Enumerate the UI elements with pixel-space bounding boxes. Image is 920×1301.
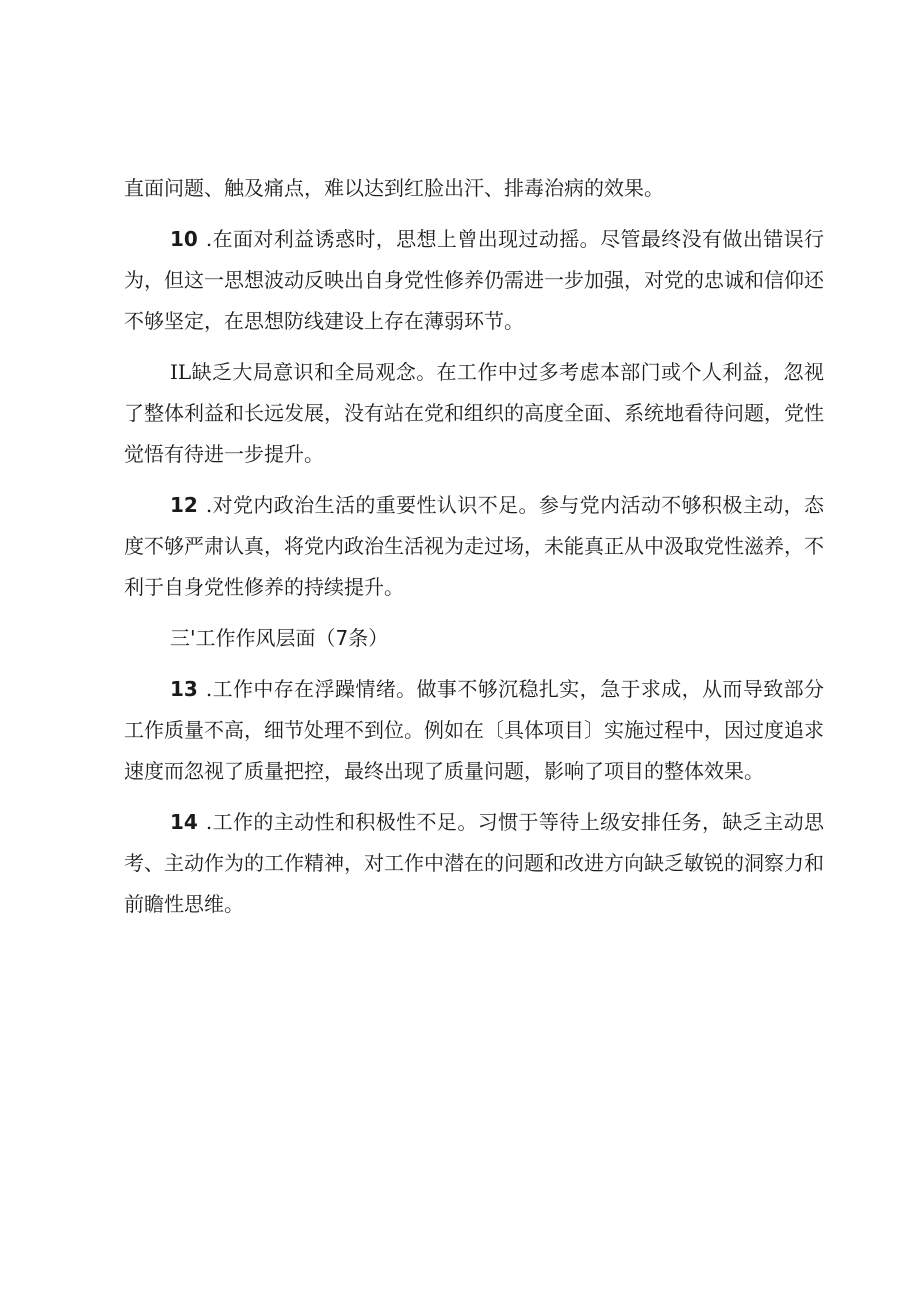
paragraph-text: .工作的主动性和积极性不足。习惯于等待上级安排任务，缺乏主动思考、主动作为的工作精神，对工作中潜在的问题和改进方向缺乏敏锐的洞察力和前瞻性思维。	[124, 810, 824, 916]
paragraph-item-13	[124, 669, 824, 792]
paragraph-text: .工作中存在浮躁情绪。做事不够沉稳扎实，急于求成，从而导致部分工作质量不高，细节处理不到位。例如在〔具体项目〕实施过程中，因过度追求速度而忽视了质量把控，最终出现了质量问题，影响了项目的整体效果。	[124, 677, 824, 783]
paragraph-text: 直面问题、触及痛点，难以达到红脸出汗、排毒治病的效果。	[124, 176, 664, 200]
paragraph-text: IL缺乏大局意识和全局观念。在工作中过多考虑本部门或个人利益，忽视了整体利益和长远发展，没有站在党和组织的高度全面、系统地看待问题，党性觉悟有待进一步提升。	[124, 360, 824, 466]
paragraph-text: .在面对利益诱惑时，思想上曾出现过动摇。尽管最终没有做出错误行为，但这一思想波动反映出自身党性修养仍需进一步加强，对党的忠诚和信仰还不够坚定，在思想防线建设上存在薄弱环节。	[124, 227, 824, 333]
document-body	[124, 168, 824, 925]
item-number: 14	[170, 810, 198, 834]
paragraph-continuation	[124, 168, 824, 209]
section-heading: 三'工作作风层面（7条）	[170, 626, 389, 650]
item-number: 13	[170, 677, 198, 701]
paragraph-item-10	[124, 219, 824, 342]
item-number: 10	[170, 227, 198, 251]
paragraph-text: .对党内政治生活的重要性认识不足。参与党内活动不够积极主动，态度不够严肃认真，将党内政治生活视为走过场，未能真正从中汲取党性滋养，不利于自身党性修养的持续提升。	[124, 493, 824, 599]
paragraph-item-14	[124, 802, 824, 925]
paragraph-item-11	[124, 352, 824, 475]
item-number: 12	[170, 493, 198, 517]
paragraph-item-12	[124, 485, 824, 608]
